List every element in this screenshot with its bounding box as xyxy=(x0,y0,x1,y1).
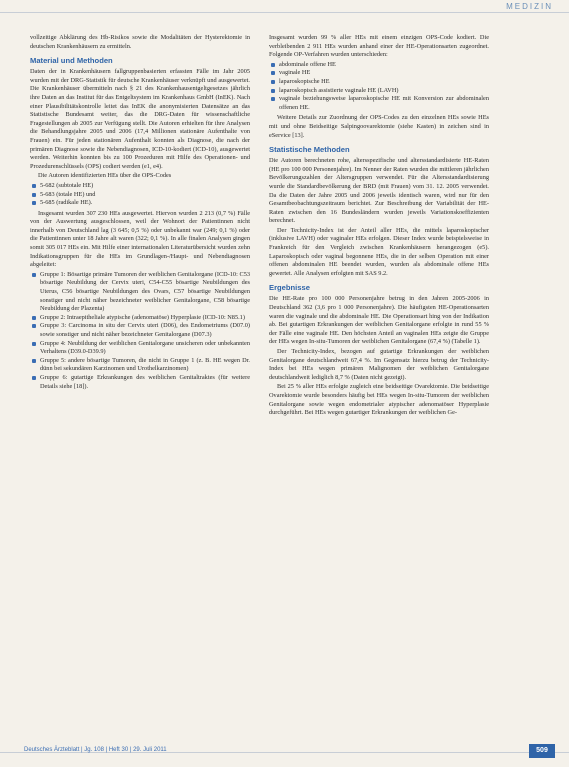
stats-paragraph-1: Die Autoren berechneten rohe, altersspezifische und altersstandardisierte HE-Raten (HE pro 100 000 Personenjahre). Im Nenner der Raten wurden die mittleren jährlichen Bevölkerungszahlen der Altersgruppen verwendet. Für die Altersstandardisierung wurde die Standardbevölkerung der BRD (mit Frauen) vom 31. 12. 2005 verwendet. Da die Daten der Jahre 2005 und 2006 jeweils identisch waren, wird nur für den Gesamtbeobachtungszeitraum berichtet. Zur Beschreibung der Variabilität der HE-Raten zwischen den 16 Bundesländern wurden jeweils Variationskoeffizienten berechnet. xyxy=(269,157,489,225)
bullet-icon xyxy=(271,89,275,93)
bullet-icon xyxy=(32,273,36,277)
bullet-icon xyxy=(271,71,275,75)
list-item: 5-685 (radikale HE). xyxy=(30,199,250,208)
methods-heading: Material und Methoden xyxy=(30,56,113,66)
bullet-icon xyxy=(271,97,275,101)
list-item: laparoskopisch assistierte vaginale HE (LAVH) xyxy=(269,87,489,96)
methods-paragraph-2: Die Autoren identifizierten HEs über die OPS-Codes xyxy=(38,172,172,180)
op-method-details: Weitere Details zur Zuordnung der OPS-Codes zu den einzelnen HEs sowie HEs mit und ohne Beidseitige Salpingoovarektomie (siehe Kasten) in zeichen sind in eService [13]. xyxy=(269,114,489,139)
left-column xyxy=(30,34,250,393)
header-rule xyxy=(0,12,569,13)
results-paragraph-3: Bei 25 % aller HEs erfolgte zugleich eine beidseitige Ovarektomie. Die beidseitige Ovarektomie wurde besonders häufig bei HEs wegen In-situ-Tumoren der weiblichen Genitalorgane sowie wegen endometrialer atypischer adenomatöser Hyperplasie durchgeführt. Bei HEs wegen gutartiger Erkrankungen der weiblichen Ge- xyxy=(269,383,489,417)
section-tag: MEDIZIN xyxy=(506,2,553,11)
list-item: vaginale beziehungsweise laparoskopische HE mit Konversion zur abdominalen offenen HE. xyxy=(269,95,489,112)
stats-paragraph-2: Der Technicity-Index ist der Anteil aller HEs, die mittels laparoskopischer (inklusive LAVH) oder vaginaler HEs erfolgen. Dieser Index wurde beispielsweise in Frankreich für den Vergleich zwischen Krankenhäusern herangezogen (e5). Laparoskopisch oder vaginal begonnene HEs, die in der selben Operation mit einer offenen abdominalen HE beendet wurden, wurden als abdominale offene HEs gewertet. Alle Analysen erfolgten mit SAS 9.2. xyxy=(269,226,489,277)
list-item: Gruppe 1: Bösartige primäre Tumoren der weiblichen Genitalorgane (ICD-10: C53 bösartige Neubildung der Cervix uteri, C54-C55 bösartige Neubildungen des Uterus, C56 bösartige Neubildungen des Ovars, C57 bösartige Neubildungen sonstiger und nicht näher bezeichneter weiblicher Genitalorgane, C58 bösartige Neubildung der Plazenta) xyxy=(30,271,250,314)
bullet-icon xyxy=(32,376,36,380)
journal-citation: Deutsches Ärzteblatt | Jg. 108 | Heft 30 | 29. Juli 2011 xyxy=(24,747,167,753)
results-paragraph-1: Die HE-Rate pro 100 000 Personenjahre betrug in den Jahren 2005-2006 in Deutschland 362 (3,6 pro 1 000 Personenjahre). Die häufigsten HE-Operationsarten waren die vaginale und die abdominale HE. Die Operationsart hing von der Indikation ab. Bei gutartigen Erkrankungen der weiblichen Genitalorgane erfolgte in rund 55 % der Fälle eine vaginale HE. Den höchsten Anteil an vaginalen HEs zeigte die Gruppe der HEs wegen In-situ-Tumoren der weiblichen Genitalorgane (67,4 %) (Tabelle 1). xyxy=(269,295,489,346)
bullet-icon xyxy=(32,316,36,320)
list-item: abdominale offene HE xyxy=(269,61,489,70)
bullet-icon xyxy=(32,201,36,205)
bullet-icon xyxy=(32,342,36,346)
list-item: 5-683 (totale HE) und xyxy=(30,191,250,200)
bullet-icon xyxy=(271,63,275,67)
list-item: 5-682 (subtotale HE) xyxy=(30,182,250,191)
results-paragraph-2: Der Technicity-Index, bezogen auf gutartige Erkrankungen der weiblichen Genitalorgane deutschlandweit 67,4 %. Im Gegensatz hierzu betrug der Technicity-Index bei HEs wegen primären Malignomen der weiblichen Genitalorgane deutschlandweit lediglich 8,7 % (Daten nicht gezeigt). xyxy=(269,348,489,381)
indication-group-list xyxy=(30,271,250,391)
methods-paragraph-3: Insgesamt wurden 307 230 HEs ausgewertet. Hiervon wurden 2 213 (0,7 %) Fälle von der Auswertung ausgeschlossen, weil der Wohnort der Patientinnen nicht innerhalb von Deutschland lag (3 645; 0,5 %) oder unbekannt war (249; 0,1 %) oder die Patientinnen unter 18 Jahre alt waren (322; 0,1 %). In alle finalen Analysen gingen somit 305 017 HEs ein. Mit Hilfe einer internationalen Literaturübersicht wurden zehn Indikationsgruppen für die HEs im Grundlagen-/Haupt- und Nebendiagnosen abgeleitet: xyxy=(30,209,250,269)
methods-paragraph-1: Daten der in Krankenhäusern fallgruppenbasierten erfassten Fälle im Jahr 2005 wurden mit der DRG-Statistik für deutsche Krankenhäuser verknüpft und ausgewertet. Die Krankenhäuser übermitteln nach § 21 des Krankenhausentgeltgesetzes jährlich ihre Daten an das Institut für das Entgeltsystem im Krankenhaus GmbH (InEK). Nach einer Plausibilitätskontrolle leitet das InEK die anonymisierten Datensätze an das Statistische Bundesamt weiter, das die DRG-Daten für wissenschaftliche Fragestellungen ab 2005 zur Verfügung stellt. Die Autoren erhielten für ihre Analysen die Behandlungsjahre 2005 und 2006 (17,4 Millionen stationäre Aufenthalte von Frauen) ein. Für jeden stationären Aufenthalt konnten als Diagnose, die nach der primären Diagnose sowie die Nebendiagnosen, ICD-10-kodiert (ICD-10), ausgewertet werden. Weiterhin konnten bis zu 100 Prozeduren mit Hilfe des Operationen- und Prozedurenschlüssels (OPS) codiert werden (e1, e4). xyxy=(30,68,250,170)
page-number: 509 xyxy=(529,744,555,758)
list-item: vaginale HE xyxy=(269,69,489,78)
results-heading: Ergebnisse xyxy=(269,283,310,293)
list-item: Gruppe 6: gutartige Erkrankungen des weiblichen Genitaltraktes (für weitere Details siehe [18]). xyxy=(30,374,250,391)
bullet-icon xyxy=(32,193,36,197)
bullet-icon xyxy=(32,359,36,363)
bullet-icon xyxy=(32,324,36,328)
list-item: Gruppe 4: Neubildung der weiblichen Genitalorgane unsicheren oder unbekannten Verhaltens (D39.0-D39.9) xyxy=(30,340,250,357)
op-method-list xyxy=(269,61,489,113)
list-item: Gruppe 5: andere bösartige Tumoren, die nicht in Gruppe 1 (z. B. HE wegen Dr. dünn bei sekundären Karzinomen und Urothelkarzinomen) xyxy=(30,357,250,374)
stats-heading: Statistische Methoden xyxy=(269,145,350,155)
intro-paragraph: vollzeitige Abklärung des Hb-Risikos sowie die Modalitäten der Hysterektomie in deutschen Krankenhäusern zu ermitteln. xyxy=(30,34,250,50)
bullet-icon xyxy=(32,184,36,188)
list-item: laparoskopische HE xyxy=(269,78,489,87)
list-item: Gruppe 2: Intraepitheliale atypische (adenomatöse) Hyperplasie (ICD-10: N85.1) xyxy=(30,314,250,323)
bullet-icon xyxy=(271,80,275,84)
right-column xyxy=(269,34,489,419)
list-item: Gruppe 3: Carcinoma in situ der Cervix uteri (D06), des Endometriums (D07.0) sowie sonstiger und nicht näher bezeichneter Genitalorgane (D07.3) xyxy=(30,322,250,339)
op-method-intro: Insgesamt wurden 99 % aller HEs mit einem einzigen OPS-Code kodiert. Die verbleibenden 2 911 HEs wurden anhand einer der HE-Operationsarten zugeordnet. Folgende OP-Verfahren wurden unterschieden: xyxy=(269,34,489,59)
ops-code-list xyxy=(30,182,250,208)
